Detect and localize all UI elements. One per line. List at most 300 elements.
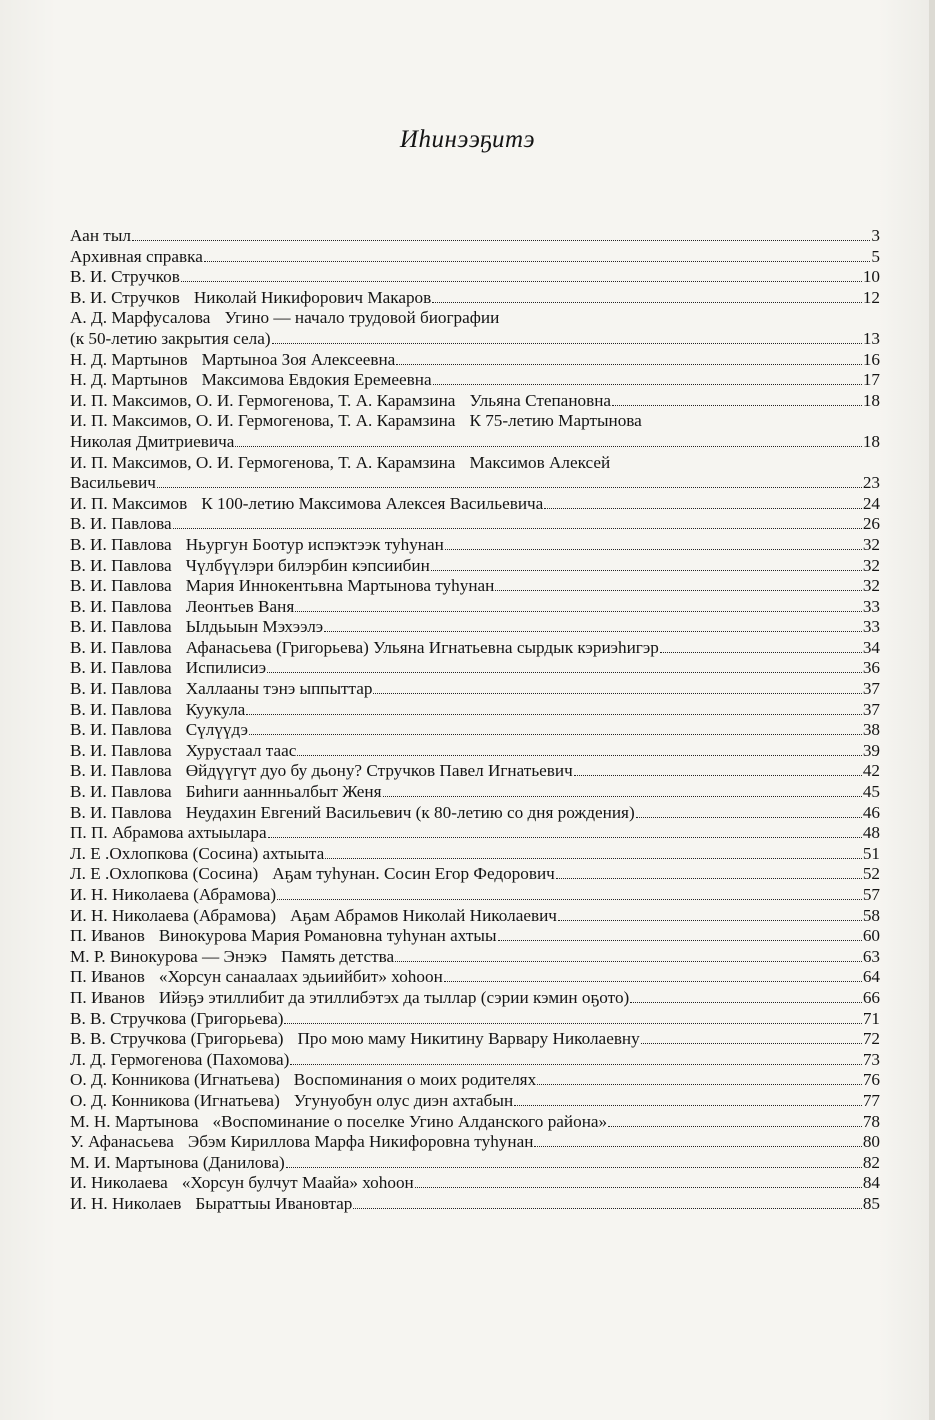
toc-line [70,597,880,618]
toc-author: В. И. Павлова [70,576,172,596]
toc-author: Н. Д. Мартынов [70,370,188,390]
toc-leader-dots [324,630,862,632]
toc-line [70,247,880,268]
toc-entry-text [70,844,324,865]
toc-entry [70,658,880,679]
toc-leader-dots [267,671,862,673]
toc-page-number: 84 [862,1173,880,1193]
toc-author: В. И. Павлова [70,720,172,740]
toc-entry [70,514,880,535]
toc-entry-text [70,1070,536,1091]
toc-leader-dots [432,301,862,303]
toc-title: К 75-летию Мартынова [469,411,642,431]
toc-line [70,1153,880,1174]
toc-entry-text [70,803,635,824]
toc-title: Воспоминания о моих родителях [293,1070,537,1090]
toc-entry [70,761,880,782]
toc-entry [70,350,880,371]
toc-title: Максимов Алексей [469,452,611,472]
toc-line [70,926,880,947]
toc-entry-text [70,947,394,968]
toc-entry [70,782,880,803]
toc-entry-text [70,514,172,535]
toc-leader-dots [537,1083,862,1085]
toc-entry [70,576,880,597]
toc-line [70,556,880,577]
toc-line [70,844,880,865]
toc-entry-text [70,597,294,618]
toc-leader-dots [630,1001,862,1003]
toc-title: Афанасьева (Григорьева) Ульяна Игнатьевна сырдык кэриэһигэр [185,637,659,657]
toc-author: М. И. Мартынова (Данилова) [70,1152,285,1172]
toc-line [70,391,880,412]
toc-leader-dots [433,383,862,385]
toc-page-number: 3 [871,226,880,245]
toc-entry [70,308,880,349]
toc-page-number: 64 [862,967,880,987]
toc-leader-dots [396,363,862,365]
toc-leader-dots [277,898,862,900]
toc-line [70,535,880,556]
toc-leader-dots [660,651,862,653]
toc-line [70,370,880,391]
toc-entry [70,535,880,556]
toc-entry [70,1112,880,1133]
toc-leader-dots [636,816,862,818]
toc-page-number: 63 [862,946,880,966]
toc-author: В. И. Стручков [70,267,180,287]
toc-entry [70,617,880,638]
toc-title: Эбэм Кириллова Марфа Никифоровна туһунан [187,1132,534,1152]
toc-title: Ылдьыын Мэхээлэ [185,617,324,637]
toc-leader-dots [444,980,862,982]
toc-author: Аан тыл [70,226,131,245]
toc-author: В. В. Стручкова (Григорьева) [70,1008,284,1028]
toc-author: М. Р. Винокурова — Энэкэ [70,946,267,966]
toc-entry-text [70,761,573,782]
toc-entry [70,453,880,494]
toc-entry-text [70,720,248,741]
toc-leader-dots [181,280,862,282]
toc-page-number: 13 [862,328,880,348]
toc-leader-dots [514,1104,862,1106]
toc-title-continuation: (к 50-летию закрытия села) [70,328,271,348]
toc-entry-text [70,988,629,1009]
toc-line [70,864,880,885]
toc-author: Л. Е .Охлопкова (Сосина) [70,864,259,884]
toc-entry-text [70,782,382,803]
toc-entry-text [70,1194,352,1215]
toc-entry-text [70,823,267,844]
toc-line [70,473,880,494]
toc-page-number: 18 [862,431,880,451]
toc-leader-dots [290,1063,861,1065]
toc-line [70,432,880,453]
toc-title: «Хорсун булчут Маайа» хоһоон [181,1173,414,1193]
toc-page-number: 32 [862,534,880,554]
toc-entry-text [70,1132,533,1153]
toc-line [70,761,880,782]
toc-page-number: 39 [862,740,880,760]
toc-entry [70,267,880,288]
toc-page-number: 37 [862,699,880,719]
toc-page-number: 38 [862,720,880,740]
toc-entry-text [70,967,443,988]
toc-entry-text [70,1029,640,1050]
toc-entry-text [70,1173,414,1194]
toc-entry [70,1009,880,1030]
toc-entry [70,1132,880,1153]
toc-page-number: 85 [862,1193,880,1213]
toc-page-number: 26 [862,514,880,534]
toc-author: П. Иванов [70,987,145,1007]
toc-line [70,576,880,597]
toc-author: В. И. Павлова [70,596,172,616]
toc-leader-dots [415,1186,862,1188]
toc-author: В. И. Павлова [70,740,172,760]
toc-entry [70,556,880,577]
toc-line [70,1009,880,1030]
toc-entry-text [70,906,557,927]
toc-title: Про мою маму Никитину Варвару Николаевну [297,1029,640,1049]
toc-entry [70,597,880,618]
toc-author: О. Д. Конникова (Игнатьева) [70,1090,280,1110]
toc-entry-text [70,226,131,247]
toc-page-number: 42 [862,761,880,781]
toc-entry-text [70,1050,289,1071]
toc-entry-text [70,556,430,577]
toc-entry-text [70,1009,283,1030]
toc-entry [70,226,880,247]
toc-entry [70,741,880,762]
toc-author: В. И. Стручков [70,287,180,307]
toc-title: Неудахин Евгений Васильевич (к 80-летию со дня рождения) [185,802,635,822]
toc-entry [70,947,880,968]
toc-line [70,494,880,515]
toc-entry-text [70,679,372,700]
toc-page-number: 78 [862,1111,880,1131]
toc-author: И. Н. Николаев [70,1193,182,1213]
toc-author: И. П. Максимов, О. И. Гермогенова, Т. А. Карамзина [70,390,456,410]
toc-entry-text [70,288,431,309]
toc-page-number: 16 [862,349,880,369]
toc-title: Мартыноа Зоя Алексеевна [201,349,396,369]
toc-title: Аҕам Абрамов Николай Николаевич [290,905,557,925]
toc-author: В. И. Павлова [70,514,172,534]
toc-title: Винокурова Мария Романовна туһунан ахтыы [158,926,497,946]
toc-entry-text [70,658,266,679]
toc-entry-text [70,576,494,597]
toc-leader-dots [235,445,861,447]
toc-entry-text [70,741,296,762]
toc-entry [70,370,880,391]
toc-line [70,885,880,906]
toc-author: О. Д. Конникова (Игнатьева) [70,1070,280,1090]
toc-line [70,823,880,844]
toc-title: Леонтьев Ваня [185,596,295,616]
toc-leader-dots [495,589,861,591]
toc-line [70,1194,880,1215]
toc-leader-dots [445,548,862,550]
toc-author: В. И. Павлова [70,658,172,678]
toc-entry [70,988,880,1009]
toc-line [70,1132,880,1153]
toc-line [70,350,880,371]
toc-author: У. Афанасьева [70,1132,174,1152]
toc-page-number: 12 [862,287,880,307]
toc-line [70,700,880,721]
toc-leader-dots [534,1145,861,1147]
toc-entry-text [70,267,180,288]
toc-page-number: 34 [862,637,880,657]
toc-entry [70,1029,880,1050]
toc-line [70,947,880,968]
toc-leader-dots [246,713,862,715]
toc-title: Халлааны тэнэ ыппыттар [185,679,373,699]
toc-leader-dots [373,692,861,694]
toc-entry [70,494,880,515]
toc-line [70,453,880,474]
toc-author: В. В. Стручкова (Григорьева) [70,1029,284,1049]
toc-leader-dots [272,342,862,344]
toc-leader-dots [395,960,862,962]
toc-page-number: 66 [862,987,880,1007]
toc-entry [70,803,880,824]
toc-entry-text [70,885,276,906]
toc-line [70,967,880,988]
toc-page-number: 45 [862,782,880,802]
toc-author: В. И. Павлова [70,637,172,657]
toc-leader-dots [544,507,862,509]
toc-page-number: 80 [862,1132,880,1152]
toc-page-number: 71 [862,1008,880,1028]
toc-author: И. П. Максимов [70,493,188,513]
toc-line [70,617,880,638]
toc-author: В. И. Павлова [70,534,172,554]
toc-author: Л. Е .Охлопкова (Сосина) ахтыыта [70,843,325,863]
toc-author: А. Д. Марфусалова [70,308,211,328]
toc-page-number: 10 [862,267,880,287]
toc-entry [70,926,880,947]
toc-leader-dots [295,610,862,612]
toc-title: Ньургун Боотур испэктээк туһунан [185,534,444,554]
toc-entry [70,885,880,906]
toc-author: В. И. Павлова [70,782,172,802]
toc-title: Сүлүүдэ [185,720,249,740]
toc-line [70,1112,880,1133]
toc-entry-text [70,864,555,885]
toc-page-number: 17 [862,370,880,390]
toc-page-number: 82 [862,1152,880,1172]
toc-line [70,988,880,1009]
toc-leader-dots [641,1042,862,1044]
toc-author: В. И. Павлова [70,802,172,822]
toc-line [70,658,880,679]
toc-page-number: 57 [862,885,880,904]
toc-line [70,411,880,432]
toc-line [70,288,880,309]
toc-title: Николай Никифорович Макаров [193,287,432,307]
toc-author: И. П. Максимов, О. И. Гермогенова, Т. А. Карамзина [70,411,456,431]
toc-leader-dots [325,857,862,859]
toc-page-number: 23 [862,473,880,493]
toc-line [70,741,880,762]
toc-line [70,803,880,824]
toc-leader-dots [558,919,862,921]
toc-author: Н. Д. Мартынов [70,349,188,369]
toc-title: Мария Иннокентьвна Мартынова туһунан [185,576,495,596]
toc-entry-text [70,494,543,515]
toc-leader-dots [498,939,862,941]
toc-line [70,782,880,803]
toc-page-number: 24 [862,493,880,513]
toc-leader-dots [383,795,862,797]
toc-title: К 100-летию Максимова Алексея Васильевича [201,493,544,513]
toc-page-number: 52 [862,864,880,884]
toc-entry-text [70,308,499,329]
table-of-contents [70,226,880,1215]
toc-title: Биһиги ааннньалбыт Женя [185,782,382,802]
toc-title: Хурустаал таас [185,740,297,760]
toc-page-number: 32 [862,576,880,596]
toc-title-continuation: Николая Дмитриевича [70,431,235,451]
toc-leader-dots [556,877,862,879]
toc-title: Максимова Евдокия Еремеевна [201,370,432,390]
toc-line [70,226,880,247]
toc-entry [70,391,880,412]
toc-entry-text [70,535,444,556]
toc-page-number: 48 [862,823,880,843]
toc-entry [70,638,880,659]
toc-line [70,1070,880,1091]
toc-title: «Воспоминание о поселке Угино Алданского района» [212,1111,608,1131]
toc-leader-dots [612,404,862,406]
toc-title: Ийэҕэ этиллибит да этиллибэтэх да тыллар (сэрии кэмин оҕото) [158,987,630,1007]
toc-author: В. И. Павлова [70,555,172,575]
toc-page-number: 37 [862,679,880,699]
toc-leader-dots [132,239,870,241]
toc-author: М. Н. Мартынова [70,1111,199,1131]
toc-author: И. П. Максимов, О. И. Гермогенова, Т. А. Карамзина [70,452,456,472]
toc-author: В. И. Павлова [70,679,172,699]
toc-entry-text [70,391,611,412]
toc-page-number: 33 [862,596,880,616]
toc-entry [70,1091,880,1112]
toc-entry [70,1173,880,1194]
toc-page-number: 58 [862,905,880,925]
toc-entry-text [70,617,323,638]
toc-title: Угино — начало трудовой биографии [224,308,500,328]
toc-leader-dots [284,1022,861,1024]
toc-title: Өйдүүгүт дуо бу дьону? Стручков Павел Игнатьевич [185,761,573,781]
toc-entry [70,1050,880,1071]
toc-title: Ульяна Степановна [469,390,612,410]
toc-leader-dots [297,754,861,756]
toc-entry [70,288,880,309]
page-edge [929,0,935,1420]
toc-page-number: 77 [862,1090,880,1110]
toc-author: П. П. Абрамова ахтыылара [70,823,267,843]
toc-page-number: 73 [862,1049,880,1069]
toc-entry-text [70,1112,607,1133]
toc-entry [70,864,880,885]
toc-entry-text [70,700,245,721]
toc-entry [70,700,880,721]
toc-page-number: 51 [862,843,880,863]
toc-author: И. Н. Николаева (Абрамова) [70,885,277,904]
toc-line [70,1050,880,1071]
toc-author: И. Николаева [70,1173,168,1193]
toc-author: Л. Д. Гермогенова (Пахомова) [70,1049,290,1069]
toc-entry-text [70,926,497,947]
toc-leader-dots [204,260,871,262]
toc-title: Угунуобун олус диэн ахтабын [293,1090,514,1110]
toc-page-number: 46 [862,802,880,822]
toc-entry [70,823,880,844]
toc-entry-text [70,411,642,432]
toc-entry-text [70,453,610,474]
toc-leader-dots [249,733,862,735]
toc-line [70,514,880,535]
toc-title: Чүлбүүлэри билэрбин кэпсиибин [185,555,430,575]
toc-leader-dots [173,527,862,529]
toc-entry-text [70,1153,285,1174]
toc-page-number: 5 [871,246,880,266]
toc-leader-dots [268,836,862,838]
toc-title: «Хорсун санаалаах эдьиийбит» хоһоон [158,967,443,987]
toc-author: Архивная справка [70,246,203,266]
toc-entry [70,967,880,988]
toc-author: В. И. Павлова [70,699,172,719]
toc-entry [70,720,880,741]
toc-entry [70,1153,880,1174]
toc-page-number: 36 [862,658,880,678]
toc-title-continuation: Васильевич [70,473,156,493]
page-title: Иһинээҕитэ [399,126,536,153]
toc-title: Быраттыы Ивановтар [195,1193,353,1213]
toc-entry-text [70,638,659,659]
toc-author: И. Н. Николаева (Абрамова) [70,905,277,925]
toc-leader-dots [353,1207,861,1209]
toc-entry [70,906,880,927]
toc-page-number: 18 [862,390,880,410]
toc-page-number: 76 [862,1070,880,1090]
toc-line [70,720,880,741]
toc-page-number: 32 [862,555,880,575]
toc-entry [70,844,880,865]
toc-entry [70,1194,880,1215]
toc-entry [70,411,880,452]
toc-entry-text [70,370,432,391]
toc-title: Куукула [185,699,246,719]
toc-entry [70,1070,880,1091]
toc-line [70,329,880,350]
toc-leader-dots [574,774,862,776]
toc-line [70,906,880,927]
toc-line [70,1029,880,1050]
toc-author: В. И. Павлова [70,617,172,637]
toc-entry [70,679,880,700]
toc-line [70,267,880,288]
toc-author: П. Иванов [70,967,145,987]
toc-entry [70,247,880,268]
toc-page-number: 72 [862,1029,880,1049]
toc-entry-text [70,350,395,371]
toc-leader-dots [431,569,862,571]
toc-line [70,308,880,329]
toc-title: Испилисиэ [185,658,267,678]
toc-author: В. И. Павлова [70,761,172,781]
